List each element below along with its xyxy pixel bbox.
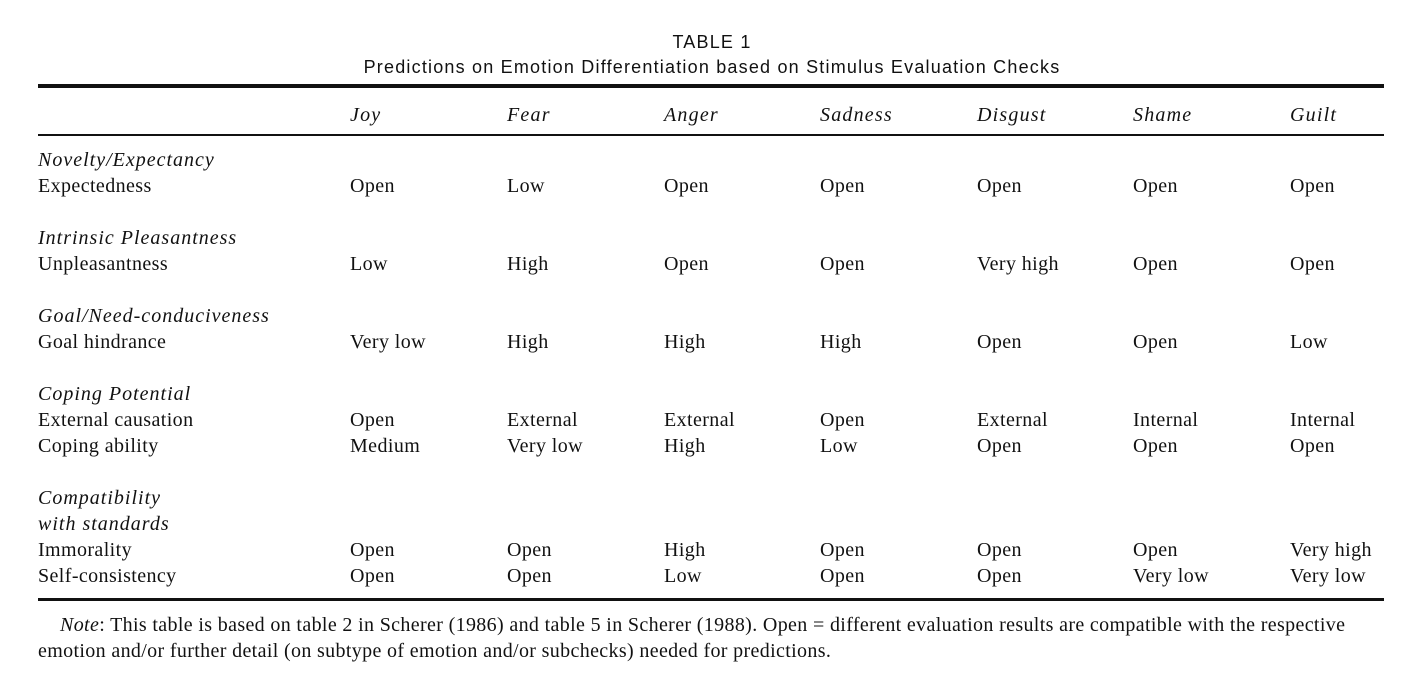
- bottom-rule: [38, 598, 1384, 601]
- table-cell: Very high: [1290, 539, 1372, 561]
- table-cell: Low: [820, 435, 858, 457]
- table-cell: Open: [1133, 175, 1178, 197]
- table-cell: Open: [1290, 435, 1335, 457]
- table-cell: Open: [1133, 253, 1178, 275]
- table-cell: High: [664, 435, 706, 457]
- table-cell: Open: [977, 539, 1022, 561]
- table-cell: High: [664, 539, 706, 561]
- table-note: [38, 612, 1388, 664]
- table-cell: Low: [507, 175, 545, 197]
- row-label: Expectedness: [38, 175, 152, 197]
- table-cell: External: [664, 409, 735, 431]
- table-cell: Open: [664, 253, 709, 275]
- table-cell: Low: [350, 253, 388, 275]
- row-label: Goal hindrance: [38, 331, 167, 353]
- table-cell: Low: [1290, 331, 1328, 353]
- table-cell: Open: [820, 175, 865, 197]
- table-caption: Predictions on Emotion Differentiation based on Stimulus Evaluation Checks: [363, 57, 1061, 77]
- table-cell: Medium: [350, 435, 421, 457]
- row-label: External causation: [38, 409, 194, 431]
- row-label: Unpleasantness: [38, 253, 169, 275]
- table-cell: Open: [977, 435, 1022, 457]
- note-text: : This table is based on table 2 in Scherer (1986) and table 5 in Scherer (1988). Open = different evaluation results are compatible with the respective emotion and/or further detail (on subtype of emotion and/or subchecks) needed for predictions.: [38, 614, 1346, 662]
- table-cell: Very high: [977, 253, 1059, 275]
- table-cell: Open: [1133, 435, 1178, 457]
- table-cell: High: [664, 331, 706, 353]
- column-header: Guilt: [1290, 104, 1338, 126]
- section-heading: with standards: [38, 513, 170, 535]
- section-heading: Compatibility: [38, 487, 161, 509]
- table-cell: External: [507, 409, 578, 431]
- section-heading: Intrinsic Pleasantness: [38, 227, 238, 249]
- table-cell: Open: [1290, 175, 1335, 197]
- table-cell: Open: [350, 539, 395, 561]
- table-cell: External: [977, 409, 1048, 431]
- table-cell: Open: [820, 565, 865, 587]
- table-number: TABLE 1: [672, 32, 752, 52]
- column-header: Fear: [507, 104, 551, 126]
- table-cell: Open: [820, 409, 865, 431]
- top-rule: [38, 84, 1384, 88]
- row-label: Self-consistency: [38, 565, 177, 587]
- row-label: Coping ability: [38, 435, 159, 457]
- table-cell: High: [507, 331, 549, 353]
- table-cell: Internal: [1133, 409, 1199, 431]
- table-cell: Open: [820, 253, 865, 275]
- table-cell: Open: [350, 565, 395, 587]
- table-title-block: [0, 30, 1424, 80]
- table-cell: Open: [507, 565, 552, 587]
- table-cell: Open: [1290, 253, 1335, 275]
- row-label: Immorality: [38, 539, 132, 561]
- table-cell: Open: [977, 331, 1022, 353]
- column-header: Shame: [1133, 104, 1193, 126]
- table-cell: High: [507, 253, 549, 275]
- section-heading: Novelty/Expectancy: [38, 149, 215, 171]
- table-cell: Open: [350, 175, 395, 197]
- table-cell: Open: [977, 565, 1022, 587]
- table-cell: Very low: [1133, 565, 1209, 587]
- table-cell: Very low: [1290, 565, 1366, 587]
- header-rule: [38, 134, 1384, 136]
- table-cell: Open: [664, 175, 709, 197]
- table-cell: Very low: [350, 331, 426, 353]
- note-label: Note: [60, 614, 100, 636]
- column-header: Joy: [350, 104, 382, 126]
- column-header: Anger: [664, 104, 719, 126]
- table-cell: Open: [507, 539, 552, 561]
- table-cell: High: [820, 331, 862, 353]
- table-cell: Open: [350, 409, 395, 431]
- table-cell: Very low: [507, 435, 583, 457]
- section-heading: Coping Potential: [38, 383, 192, 405]
- table-cell: Open: [820, 539, 865, 561]
- table-cell: Low: [664, 565, 702, 587]
- column-header: Disgust: [977, 104, 1047, 126]
- table-cell: Open: [1133, 331, 1178, 353]
- section-heading: Goal/Need-conduciveness: [38, 305, 270, 327]
- table-cell: Open: [977, 175, 1022, 197]
- table-cell: Open: [1133, 539, 1178, 561]
- column-header: Sadness: [820, 104, 893, 126]
- table-cell: Internal: [1290, 409, 1356, 431]
